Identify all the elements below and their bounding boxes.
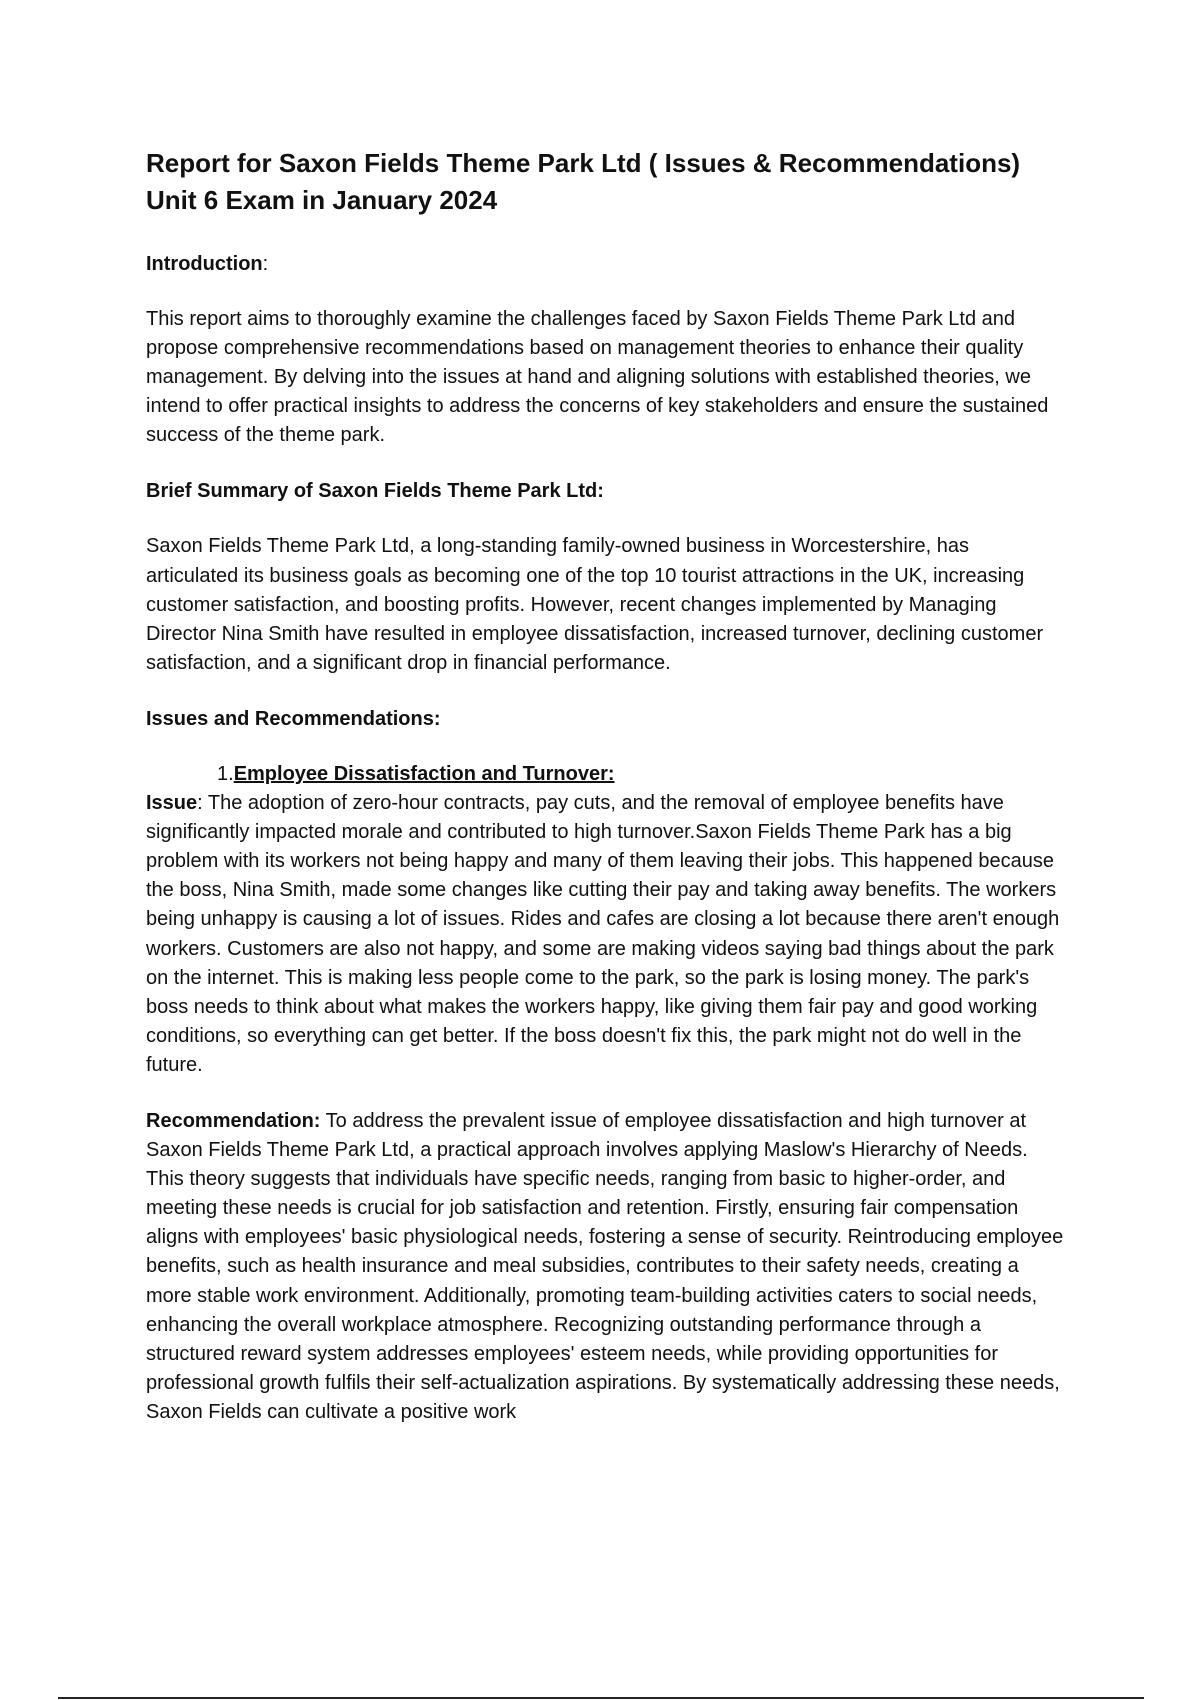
issue-text: : The adoption of zero-hour contracts, pay cuts, and the removal of employee benefits have significantly impacted morale and contributed to high turnover.Saxon Fields Theme Park has a big problem with its workers not being happy and many of them leaving their jobs. This happened because the boss, Nina Smith, made some changes like cutting their pay and taking away benefits. The workers being unhappy is causing a lot of issues. Rides and cafes are closing a lot because there aren't enough workers. Customers are also not happy, and some are making videos saying bad things about the park on the internet. This is making less people come to the park, so the park is losing money. The park's boss needs to think about what makes the workers happy, like giving them fair pay and good working conditions, so everything can get better. If the boss doesn't fix this, the park might not do well in the future. (146, 792, 1060, 1076)
introduction-heading-colon: : (262, 253, 269, 275)
issue-list-item (146, 760, 1064, 789)
page-bottom-divider (58, 1697, 1144, 1699)
issue-number: 1. (217, 762, 234, 785)
introduction-heading-text: Introduction (146, 253, 263, 275)
document-title: Report for Saxon Fields Theme Park Ltd ( Issues & Recommendations) Unit 6 Exam in January 2024 (146, 148, 1021, 215)
issue-title: Employee Dissatisfaction and Turnover: (233, 762, 615, 785)
introduction-paragraph: This report aims to thoroughly examine the challenges faced by Saxon Fields Theme Park Ltd and propose comprehensive recommendations based on management theories to enhance their quality management. By delving into the issues at hand and aligning solutions with established theories, we intend to offer practical insights to address the concerns of key stakeholders and ensure the sustained success of the theme park. (146, 308, 1049, 447)
issue-paragraph (146, 789, 1064, 1080)
issue-lead: Issue (146, 792, 198, 815)
document-page (146, 145, 1064, 1454)
introduction-heading (146, 250, 1064, 278)
issues-heading: Issues and Recommendations: (146, 707, 441, 730)
recommendation-text: To address the prevalent issue of employee dissatisfaction and high turnover at Saxon Fields Theme Park Ltd, a practical approach involves applying Maslow's Hierarchy of Needs. This theory suggests that individuals have specific needs, ranging from basic to higher-order, and meeting these needs is crucial for job satisfaction and retention. Firstly, ensuring fair compensation aligns with employees' basic physiological needs, fostering a sense of security. Reintroducing employee benefits, such as health insurance and meal subsidies, contributes to their safety needs, creating a more stable work environment. Additionally, promoting team-building activities caters to social needs, enhancing the overall workplace atmosphere. Recognizing outstanding performance through a structured reward system addresses employees' esteem needs, while providing opportunities for professional growth fulfils their self-actualization aspirations. By systematically addressing these needs, Saxon Fields can cultivate a positive work (146, 1109, 1064, 1423)
summary-paragraph: Saxon Fields Theme Park Ltd, a long-standing family-owned business in Worcestershire, has articulated its business goals as becoming one of the top 10 tourist attractions in the UK, increasing customer satisfaction, and boosting profits. However, recent changes implemented by Managing Director Nina Smith have resulted in employee dissatisfaction, increased turnover, declining customer satisfaction, and a significant drop in financial performance. (146, 535, 1044, 674)
recommendation-paragraph (146, 1107, 1064, 1427)
recommendation-lead: Recommendation: (146, 1109, 321, 1132)
summary-heading: Brief Summary of Saxon Fields Theme Park Ltd: (146, 480, 604, 503)
